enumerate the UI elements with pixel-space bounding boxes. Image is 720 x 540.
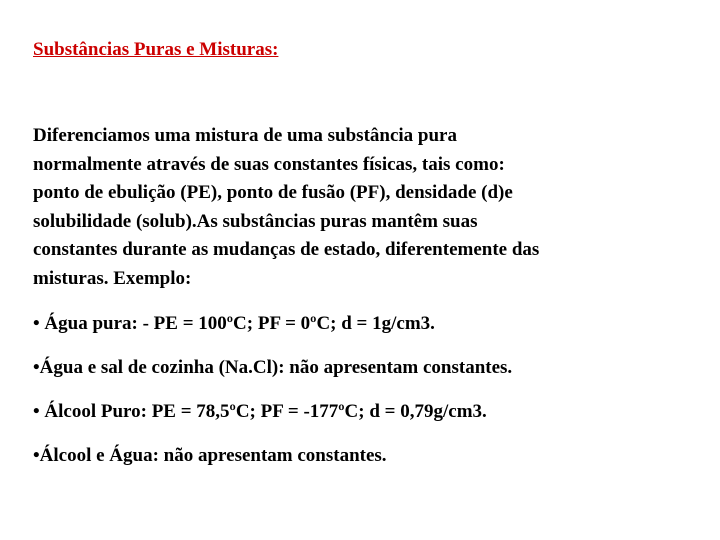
intro-line: normalmente através de suas constantes físicas, tais como: [33, 153, 505, 175]
slide-title: Substâncias Puras e Misturas: [33, 39, 279, 60]
intro-line: constantes durante as mudanças de estado, diferentemente das [33, 239, 540, 260]
bullet-alcool-e-agua: •Álcool e Água: não apresentam constantes. [33, 445, 387, 466]
intro-line: solubilidade (solub).As substâncias puras mantêm suas [33, 210, 478, 232]
intro-paragraph [33, 122, 693, 293]
intro-line: ponto de ebulição (PE), ponto de fusão (PF), densidade (d)e [33, 182, 513, 203]
bullet-agua-pura: • Água pura: - PE = 100ºC; PF = 0ºC; d = 1g/cm3. [33, 313, 435, 334]
bullet-agua-e-sal: •Água e sal de cozinha (Na.Cl): não apresentam constantes. [33, 357, 513, 378]
intro-line: misturas. Exemplo: [33, 267, 192, 289]
bullet-alcool-puro: • Álcool Puro: PE = 78,5ºC; PF = -177ºC; d = 0,79g/cm3. [33, 401, 487, 422]
intro-line: Diferenciamos uma mistura de uma substância pura [33, 125, 457, 146]
